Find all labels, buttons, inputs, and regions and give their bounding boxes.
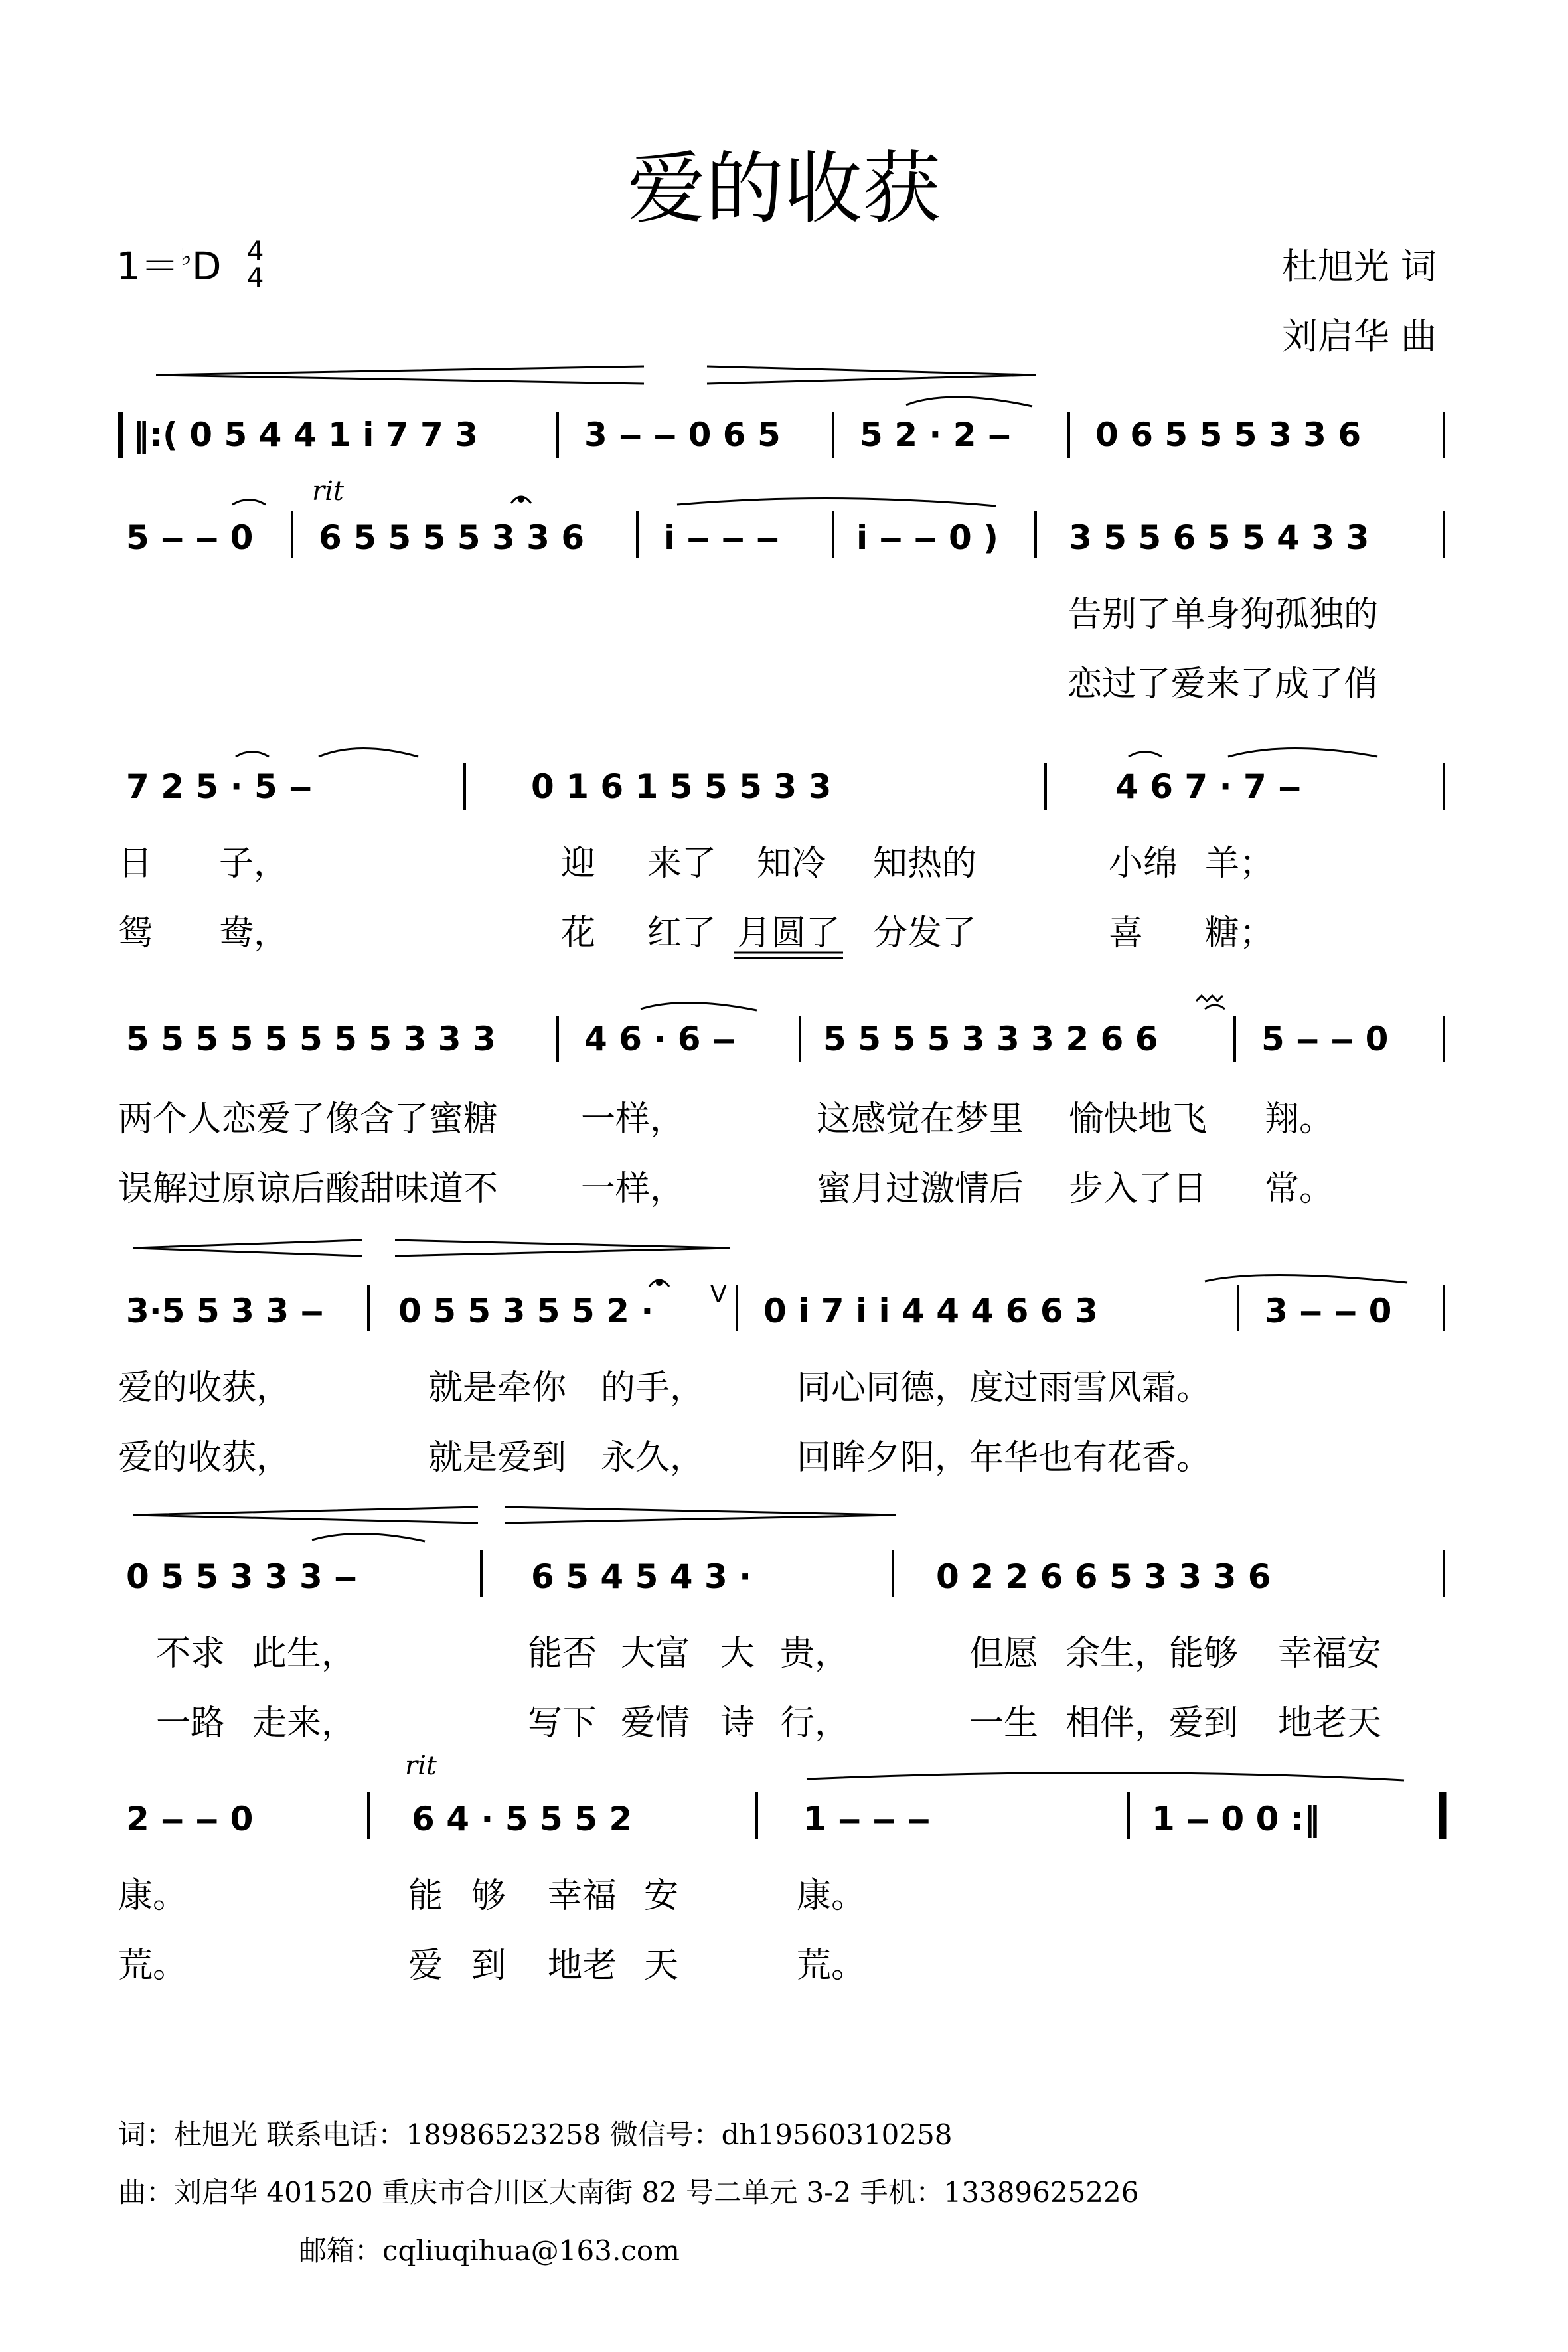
row6-lyric-v1-6: 但愿 — [969, 1634, 1039, 1674]
key-prefix: 1＝ — [116, 244, 179, 289]
row6-lyric-v1-0: 不求 — [156, 1634, 226, 1674]
crescendo-hairpin-2 — [133, 1240, 362, 1256]
composer-credit: 刘启华 曲 — [1281, 315, 1437, 357]
row4-lyric-v2-0: 误解过原谅后酸甜味道不 — [118, 1169, 499, 1209]
row5-lyric-v1-1: 就是牵你 — [428, 1368, 567, 1408]
row3-lyric-v2-5: 分发了 — [873, 913, 977, 953]
row6-lyric-v1-3: 大富 — [621, 1634, 690, 1674]
row3-lyric-v2-4: 月圆了 — [737, 913, 841, 953]
row3-lyric-v1-7: 羊； — [1205, 844, 1275, 884]
footer-lyricist-contact: 词：杜旭光 联系电话：18986523258 微信号：dh19560310258 — [118, 2118, 953, 2151]
row6-lyric-v2-7: 相伴，爱到 — [1065, 1703, 1239, 1743]
row3-measure3: 4 6 7 · 7 ‒ — [1115, 767, 1301, 806]
row5-measure2: 0 5 5 3 5 5 2 · — [398, 1292, 654, 1330]
row2-measure1: 5 ‒ ‒ 0 — [126, 518, 254, 557]
row3-lyric-v1-0: 日 — [118, 844, 153, 884]
row7-measure2: 6 4 · 5 5 5 2 — [412, 1800, 633, 1838]
row7-lyric-v2-4: 天 — [644, 1946, 679, 1986]
rit-marking-2: rit — [405, 1751, 437, 1781]
row6-lyric-v2-2: 写下 — [528, 1703, 597, 1743]
row3-measure1: 7 2 5 · 5 ‒ — [126, 767, 312, 806]
row7-measure3: 1 ‒ ‒ ‒ — [803, 1800, 931, 1838]
row1-measure1: ‖:( 0 5 4 4 1 i 7 7 3 — [133, 416, 478, 454]
row5-lyric-v1-2: 的手， — [601, 1368, 705, 1408]
row4-measure1: 5 5 5 5 5 5 5 5 3 3 3 — [126, 1020, 496, 1058]
row6-lyric-v2-4: 诗 — [720, 1703, 755, 1743]
row6-lyric-v2-6: 一生 — [969, 1703, 1039, 1743]
row7-lyric-v1-4: 安 — [644, 1876, 679, 1916]
row6-measure3: 0 2 2 6 6 5 3 3 3 6 — [936, 1557, 1271, 1596]
row2-measure3: i ‒ ‒ ‒ — [664, 518, 779, 557]
footer-email: 邮箱：cqliuqihua@163.com — [299, 2234, 680, 2267]
row1-measure2: 3 ‒ ‒ 0 6 5 — [584, 416, 781, 454]
row1-measure4: 0 6 5 5 5 3 3 6 — [1095, 416, 1362, 454]
key-note: D — [191, 244, 222, 289]
row2-measure2: 6 5 5 5 5 3 3 6 — [319, 518, 585, 557]
row2-lyric-verse1: 告别了单身狗孤独的 — [1067, 595, 1379, 635]
row7-lyric-v2-2: 到 — [471, 1946, 507, 1986]
row6-lyric-v2-0: 一路 — [156, 1703, 226, 1743]
row7-lyric-v2-1: 爱 — [408, 1946, 443, 1986]
row3-lyric-v1-2: 迎 — [561, 844, 596, 884]
row4-lyric-v1-0: 两个人恋爱了像含了蜜糖 — [118, 1099, 499, 1139]
row4-lyric-v2-4: 常。 — [1265, 1169, 1334, 1209]
row6-lyric-v1-8: 幸福安 — [1278, 1634, 1382, 1674]
footer-composer-contact: 曲：刘启华 401520 重庆市合川区大南街 82 号二单元 3-2 手机：13389625226 — [118, 2176, 1139, 2209]
row6-lyric-v2-5: 行， — [780, 1703, 850, 1743]
row5-measure4: 3 ‒ ‒ 0 — [1265, 1292, 1392, 1330]
song-title: 爱的收获 — [627, 143, 941, 234]
row5-lyric-v2-3: 回眸夕阳，年华也有花香。 — [797, 1438, 1212, 1478]
row4-lyric-v2-2: 蜜月过激情后 — [817, 1169, 1024, 1209]
crescendo-hairpin-1 — [156, 366, 644, 384]
row4-measure2: 4 6 · 6 ‒ — [584, 1020, 736, 1058]
lyricist-credit: 杜旭光 词 — [1281, 246, 1437, 287]
row7-lyric-v2-5: 荒。 — [797, 1946, 866, 1986]
crescendo-hairpin-3 — [133, 1507, 478, 1523]
row5-lyric-v1-0: 爱的收获， — [118, 1368, 291, 1408]
row4-measure3: 5 5 5 5 3 3 3 2 6 6 — [823, 1020, 1158, 1058]
row4-lyric-v2-1: 一样， — [581, 1169, 685, 1209]
breath-mark: V — [710, 1281, 727, 1308]
row3-lyric-v1-4: 知冷 — [757, 844, 826, 884]
row3-lyric-v2-6: 喜 — [1109, 913, 1144, 953]
row3-lyric-v2-0: 鸳 — [118, 913, 153, 953]
row1-measure3: 5 2 · 2 ‒ — [860, 416, 1011, 454]
row4-lyric-v1-1: 一样， — [581, 1099, 685, 1139]
row6-lyric-v1-1: 此生， — [252, 1634, 356, 1674]
row7-lyric-v2-0: 荒。 — [118, 1946, 188, 1986]
row3-lyric-v1-3: 来了 — [647, 844, 717, 884]
row6-lyric-v1-5: 贵， — [780, 1634, 850, 1674]
rit-marking-1: rit — [312, 476, 344, 507]
row6-lyric-v2-3: 爱情 — [621, 1703, 690, 1743]
row4-lyric-v1-2: 这感觉在梦里 — [817, 1099, 1024, 1139]
flat-symbol: ♭ — [180, 244, 192, 272]
row5-lyric-v1-3: 同心同德，度过雨雪风霜。 — [797, 1368, 1212, 1408]
row5-lyric-v2-0: 爱的收获， — [118, 1438, 291, 1478]
row2-measure5: 3 5 5 6 5 5 4 3 3 — [1069, 518, 1370, 557]
row3-lyric-v2-2: 花 — [561, 913, 596, 953]
row6-lyric-v1-7: 余生，能够 — [1065, 1634, 1239, 1674]
row4-lyric-v1-4: 翔。 — [1265, 1099, 1334, 1139]
row4-lyric-v1-3: 愉快地飞 — [1069, 1099, 1208, 1139]
time-signature-bottom: 4 — [247, 263, 264, 293]
row3-measure2: 0 1 6 1 5 5 5 3 3 — [531, 767, 832, 806]
row3-lyric-v1-5: 知热的 — [873, 844, 977, 884]
time-signature-top: 4 — [247, 236, 264, 267]
row7-measure1: 2 ‒ ‒ 0 — [126, 1800, 254, 1838]
row6-measure1: 0 5 5 3 3 3 ‒ — [126, 1557, 357, 1596]
row6-lyric-v1-2: 能否 — [528, 1634, 597, 1674]
row7-lyric-v1-3: 幸福 — [548, 1876, 617, 1916]
row7-measure4: 1 ‒ 0 0 :‖ — [1152, 1800, 1320, 1838]
row3-lyric-v2-3: 红了 — [647, 913, 717, 953]
row7-lyric-v1-0: 康。 — [118, 1876, 188, 1916]
decrescendo-hairpin-1 — [707, 366, 1036, 384]
row2-lyric-verse2: 恋过了爱来了成了俏 — [1067, 665, 1379, 704]
row5-measure3: 0 i 7 i i 4 4 4 6 6 3 — [763, 1292, 1098, 1330]
decrescendo-hairpin-3 — [505, 1507, 896, 1523]
row6-lyric-v1-4: 大 — [720, 1634, 755, 1674]
row3-lyric-v1-1: 子， — [219, 844, 289, 884]
row6-measure2: 6 5 4 5 4 3 · — [531, 1557, 752, 1596]
row5-measure1: 3·5 5 3 3 ‒ — [126, 1292, 324, 1330]
row3-lyric-v2-7: 糖； — [1205, 913, 1275, 953]
row6-lyric-v2-8: 地老天 — [1278, 1703, 1382, 1743]
row4-measure4: 5 ‒ ‒ 0 — [1261, 1020, 1389, 1058]
row7-lyric-v1-2: 够 — [471, 1876, 507, 1916]
row3-lyric-v2-1: 鸯， — [219, 913, 289, 953]
row2-measure4: i ‒ ‒ 0 ) — [856, 518, 998, 557]
row7-lyric-v1-5: 康。 — [797, 1876, 866, 1916]
row5-lyric-v2-2: 永久， — [601, 1438, 705, 1478]
row3-lyric-v1-6: 小绵 — [1109, 844, 1178, 884]
row4-lyric-v2-3: 步入了日 — [1069, 1169, 1208, 1209]
row7-lyric-v1-1: 能 — [408, 1876, 443, 1916]
decrescendo-hairpin-2 — [395, 1240, 730, 1256]
row7-lyric-v2-3: 地老 — [548, 1946, 617, 1986]
row6-lyric-v2-1: 走来， — [252, 1703, 356, 1743]
row5-lyric-v2-1: 就是爱到 — [428, 1438, 567, 1478]
